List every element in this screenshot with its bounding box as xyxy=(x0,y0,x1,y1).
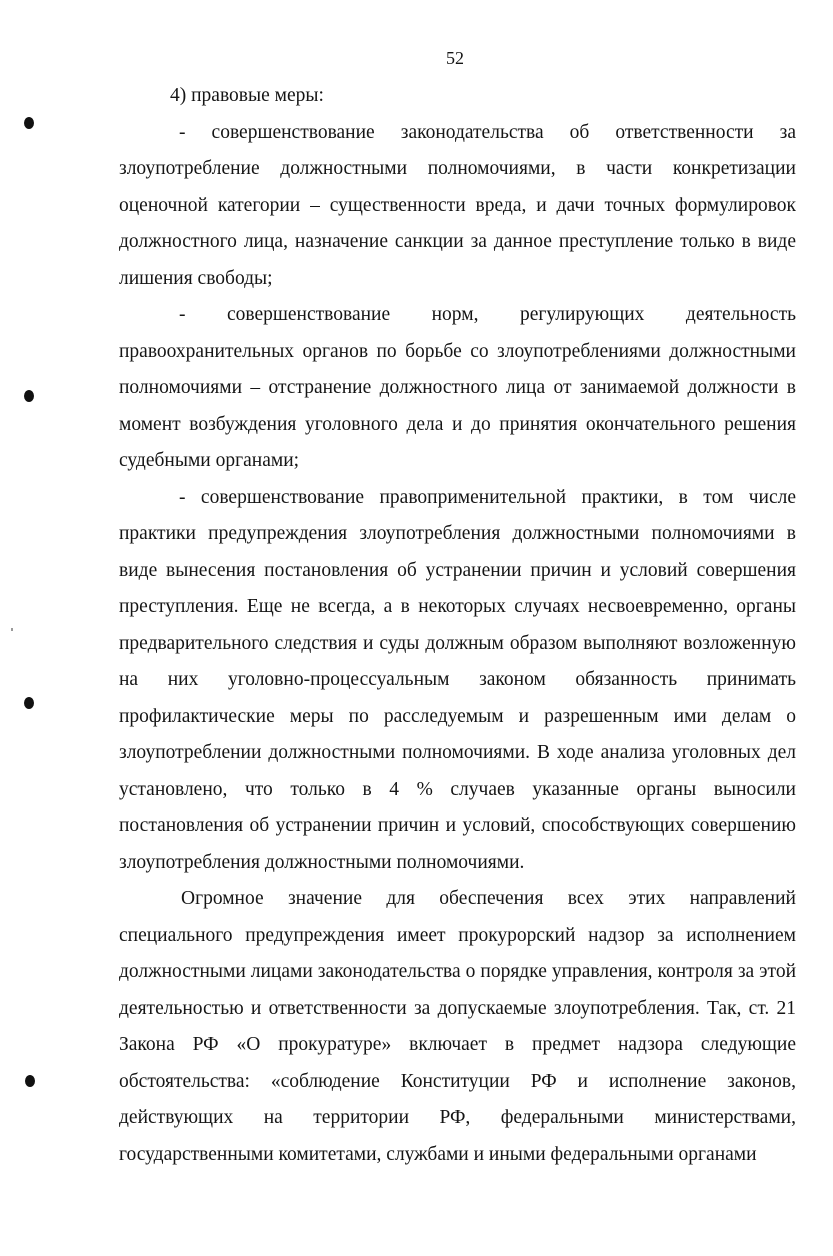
paragraph: - совершенствование правоприменительной практики, в том числе практики предупреждения злоупотребления должностными полномочиями в виде вынесения постановления об устранении причин и условий совершения преступления. Еще не всегда, а в некоторых случаях несвоевременно, органы предварительного следствия и суды должным образом выполняют возложенную на них уголовно-процессуальным законом обязанность принимать профилактические меры по расследуемым и разрешенным ими делам о злоупотреблении должностными полномочиями. В ходе анализа уголовных дел установлено, что только в 4 % случаев указанные органы выносили постановления об устранении причин и условий, способствующих совершению злоупотребления должностными полномочиями. xyxy=(119,486,796,873)
paragraph: - совершенствование законодательства об ответственности за злоупотребление должностными полномочиями, в части конкретизации оценочной категории – существенности вреда, и дачи точных формулировок должностного лица, назначение санкции за данное преступление только в виде лишения свободы; xyxy=(119,121,796,289)
section-heading: 4) правовые меры: xyxy=(170,85,324,106)
binder-hole xyxy=(25,1075,35,1087)
binder-hole xyxy=(24,390,34,402)
paragraph: Огромное значение для обеспечения всех этих направлений специального предупреждения имеет прокурорский надзор за исполнением должностными лицами законодательства о порядке управления, контроля за этой деятельностью и ответственности за допускаемые злоупотребления. Так, ст. 21 Закона РФ «О прокуратуре» включает в предмет надзора следующие обстоятельства: «соблюдение Конституции РФ и исполнение законов, действующих на территории РФ, федеральными министерствами, государственными комитетами, службами и иными федеральными органами xyxy=(119,888,796,1165)
binder-hole xyxy=(24,117,34,129)
page-number: 52 xyxy=(446,48,464,68)
page-body xyxy=(119,78,796,1173)
binder-hole xyxy=(24,697,34,709)
paragraph: - совершенствование норм, регулирующих деятельность правоохранительных органов по борьбе со злоупотреблениями должностными полномочиями – отстранение должностного лица от занимаемой должности в момент возбуждения уголовного дела и до принятия окончательного решения судебными органами; xyxy=(119,304,796,471)
scan-speck xyxy=(11,628,13,631)
